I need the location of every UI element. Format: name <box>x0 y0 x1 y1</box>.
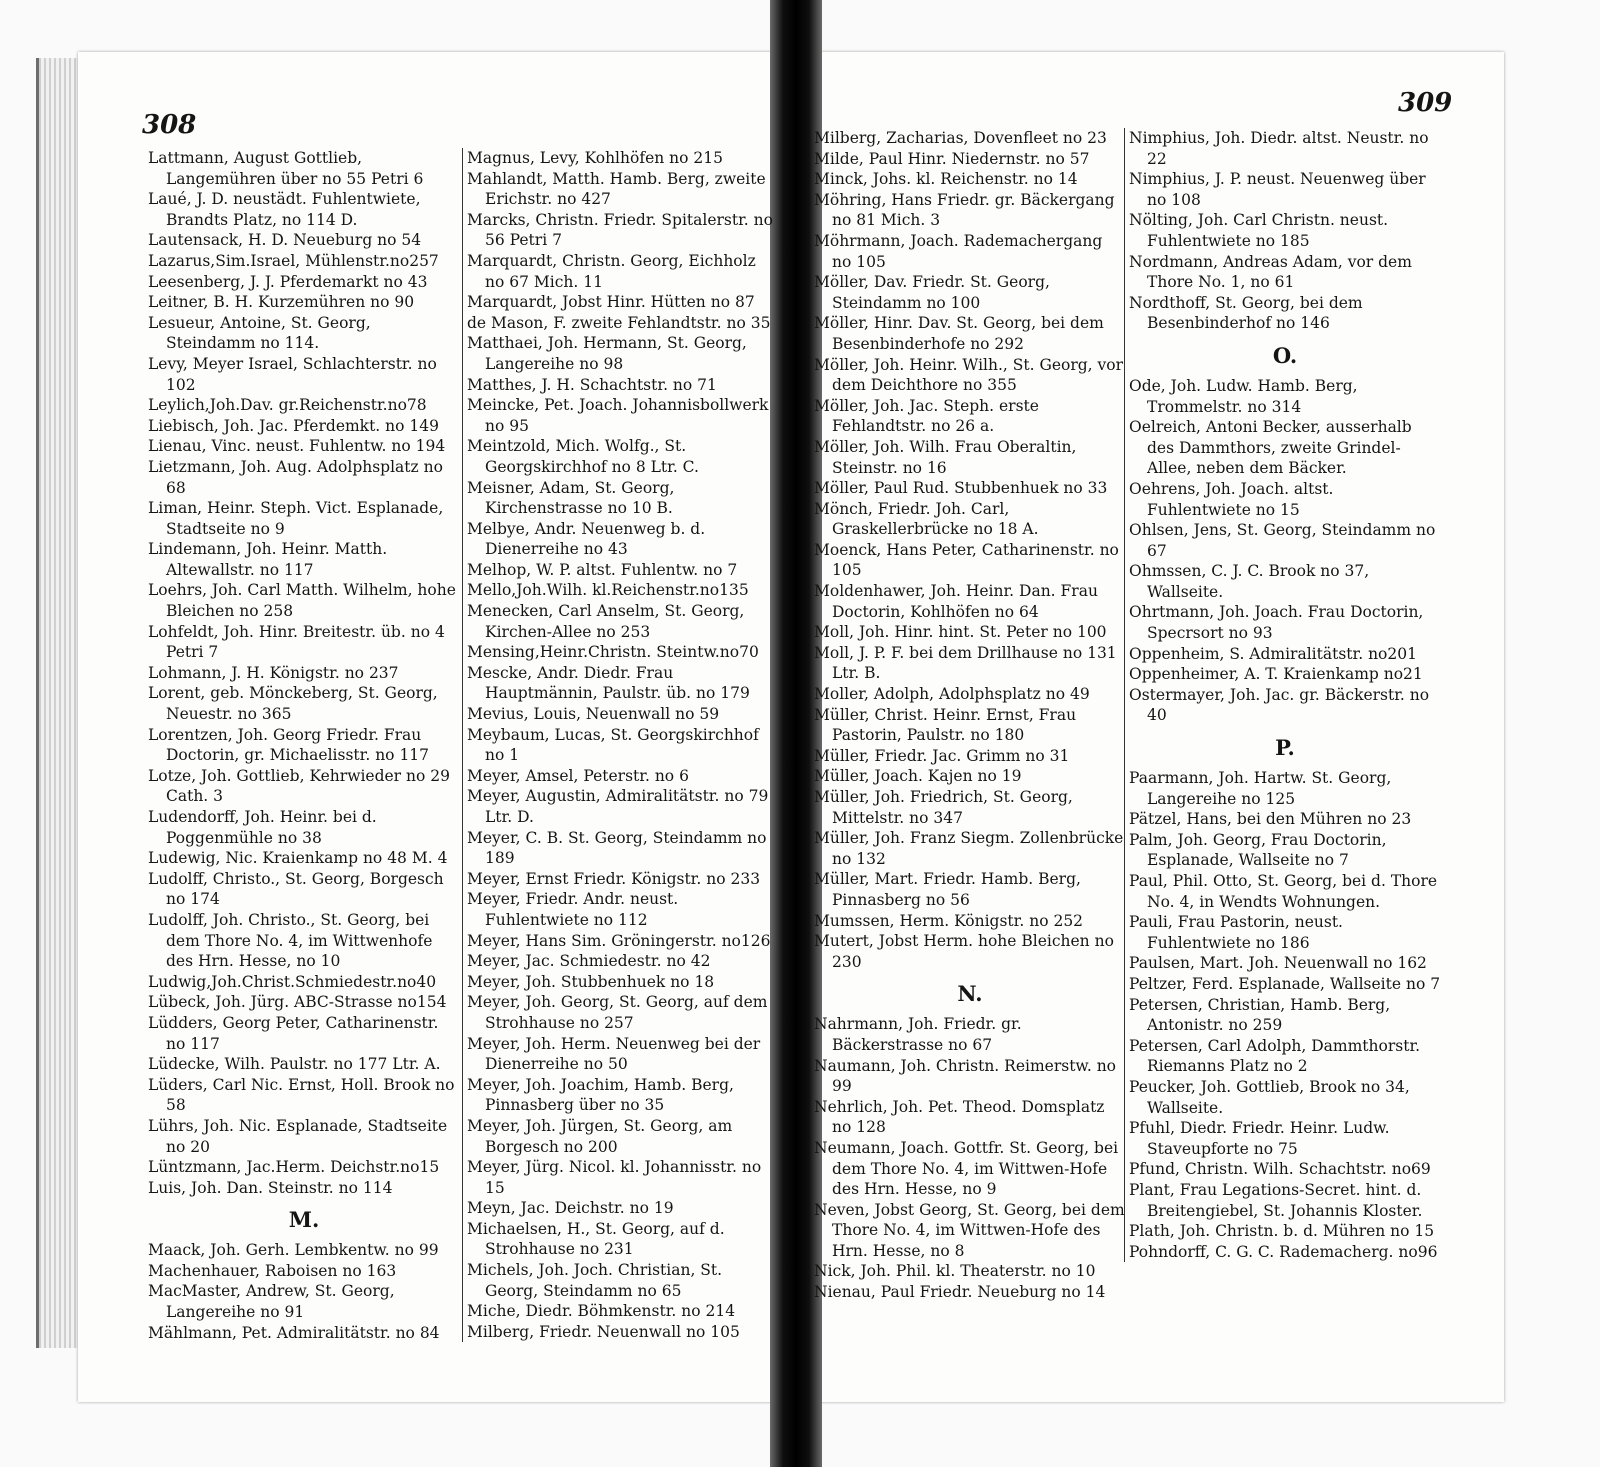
directory-entry: Magnus, Levy, Kohlhöfen no 215 <box>467 149 723 167</box>
directory-entry: Mählmann, Pet. Admiralitätstr. no 84 <box>148 1323 440 1342</box>
directory-entry: Liebisch, Joh. Jac. Pferdemkt. no 149 <box>148 416 439 435</box>
directory-entry: Lührs, Joh. Nic. Esplanade, Stadtseite no 20 <box>148 1116 448 1156</box>
directory-entry: Lietzmann, Joh. Aug. Adolphsplatz no 68 <box>148 457 443 497</box>
directory-entry: Moll, Joh. Hinr. hint. St. Peter no 100 <box>814 623 1107 642</box>
directory-entry: Pfund, Christn. Wilh. Schachtstr. no69 <box>1129 1160 1431 1179</box>
directory-entry: Meisner, Adam, St. Georg, Kirchenstrasse no 10 B. <box>467 478 675 518</box>
directory-entry: Petersen, Christian, Hamb. Berg, Antonistr. no 259 <box>1129 995 1391 1035</box>
directory-entry: Meyer, Joh. Stubbenhuek no 18 <box>467 972 715 991</box>
directory-entry: Lorent, geb. Mönckeberg, St. Georg, Neuestr. no 365 <box>148 684 438 724</box>
directory-entry: Müller, Christ. Heinr. Ernst, Frau Pastorin, Paulstr. no 180 <box>814 705 1077 745</box>
directory-entry: Ludendorff, Joh. Heinr. bei d. Poggenmühle no 38 <box>148 808 377 847</box>
directory-entry: Möller, Hinr. Dav. St. Georg, bei dem Besenbinderhofe no 292 <box>814 314 1104 353</box>
directory-entry: Michels, Joh. Joch. Christian, St. Georg, Steindamm no 65 <box>467 1261 723 1300</box>
directory-entry: Pätzel, Hans, bei den Mühren no 23 <box>1129 810 1412 829</box>
directory-entry: Mevius, Louis, Neuenwall no 59 <box>467 705 720 724</box>
directory-entry: Naumann, Joh. Christn. Reimerstw. no 99 <box>814 1056 1117 1096</box>
directory-entry: Ode, Joh. Ludw. Hamb. Berg, Trommelstr. no 314 <box>1129 376 1358 416</box>
directory-entry: Nölting, Joh. Carl Christn. neust. Fuhlentwiete no 185 <box>1129 211 1389 250</box>
directory-entry: Plant, Frau Legations-Secret. hint. d. Breitengiebel, St. Johannis Kloster. <box>1129 1180 1423 1220</box>
directory-entry: Lübeck, Joh. Jürg. ABC-Strasse no154 <box>148 993 447 1012</box>
directory-entry: Petersen, Carl Adolph, Dammthorstr. Riemanns Platz no 2 <box>1129 1036 1421 1076</box>
directory-entry: Ostermayer, Joh. Jac. gr. Bäckerstr. no 40 <box>1129 685 1430 725</box>
directory-entry: Lüntzmann, Jac.Herm. Deichstr.no15 <box>148 1158 440 1177</box>
directory-entry: Müller, Joh. Friedrich, St. Georg, Mittelstr. no 347 <box>814 788 1073 827</box>
directory-entry: Meyer, Joh. Joachim, Hamb. Berg, Pinnasberg über no 35 <box>467 1075 734 1115</box>
directory-entry: Meyer, Jac. Schmiedestr. no 42 <box>467 952 711 971</box>
directory-entry: Ludewig, Nic. Kraienkamp no 48 M. 4 <box>148 849 448 868</box>
directory-entry: Milberg, Friedr. Neuenwall no 105 <box>467 1322 740 1341</box>
directory-entry: Mescke, Andr. Diedr. Frau Hauptmännin, Paulstr. üb. no 179 <box>467 663 750 703</box>
page-number-left: 308 <box>142 110 197 140</box>
directory-entry: Müller, Mart. Friedr. Hamb. Berg, Pinnasberg no 56 <box>814 870 1081 909</box>
directory-entry: Maack, Joh. Gerh. Lembkentw. no 99 <box>148 1241 439 1260</box>
directory-entry: Paarmann, Joh. Hartw. St. Georg, Langereihe no 125 <box>1129 769 1392 808</box>
directory-entry: Möller, Joh. Wilh. Frau Oberaltin, Steinstr. no 16 <box>814 437 1077 477</box>
directory-entry: Levy, Meyer Israel, Schlachterstr. no 102 <box>148 354 437 394</box>
directory-entry: Mumssen, Herm. Königstr. no 252 <box>814 911 1084 930</box>
directory-entry: Peucker, Joh. Gottlieb, Brook no 34, Wallseite. <box>1129 1077 1410 1117</box>
directory-entry: Möller, Paul Rud. Stubbenhuek no 33 <box>814 479 1108 498</box>
directory-entry: Moller, Adolph, Adolphsplatz no 49 <box>814 685 1090 704</box>
directory-entry: Ludolff, Christo., St. Georg, Borgesch no 174 <box>148 869 444 909</box>
directory-entry: Oelreich, Antoni Becker, ausserhalb des Dammthors, zweite Grindel-Allee, neben dem Bäcker. <box>1129 418 1412 478</box>
directory-entry: Nimphius, Joh. Diedr. altst. Neustr. no 22 <box>1129 129 1429 168</box>
directory-entry: Matthaei, Joh. Hermann, St. Georg, Langereihe no 98 <box>467 334 747 373</box>
directory-entry: Pohndorff, C. G. C. Rademacherg. no96 <box>1129 1242 1438 1261</box>
directory-entry: Oppenheimer, A. T. Kraienkamp no21 <box>1129 665 1423 684</box>
directory-entry: Melhop, W. P. altst. Fuhlentw. no 7 <box>467 560 738 579</box>
directory-entry: Peltzer, Ferd. Esplanade, Wallseite no 7 <box>1129 974 1441 993</box>
directory-entry: Lorentzen, Joh. Georg Friedr. Frau Doctorin, gr. Michaelisstr. no 117 <box>148 725 430 765</box>
directory-entry: Meyer, Jürg. Nicol. kl. Johannisstr. no 15 <box>467 1158 762 1197</box>
directory-entry: Marquardt, Christn. Georg, Eichholz no 67 Mich. 11 <box>467 251 756 291</box>
section-letter: M. <box>288 1207 320 1233</box>
page-number-right: 309 <box>1398 88 1453 118</box>
directory-entry: Palm, Joh. Georg, Frau Doctorin, Esplanade, Wallseite no 7 <box>1129 830 1387 870</box>
directory-entry: Lienau, Vinc. neust. Fuhlentw. no 194 <box>148 437 446 456</box>
directory-entry: Nehrlich, Joh. Pet. Theod. Domsplatz no 128 <box>814 1097 1105 1137</box>
directory-entry: Möller, Joh. Heinr. Wilh., St. Georg, vor dem Deichthore no 355 <box>814 355 1124 395</box>
directory-entry: Matthes, J. H. Schachtstr. no 71 <box>467 375 717 394</box>
directory-entry: Mensing,Heinr.Christn. Steintw.no70 <box>467 643 759 662</box>
directory-entry: Lesueur, Antoine, St. Georg, Steindamm no 114. <box>148 313 371 353</box>
directory-entry: Moenck, Hans Peter, Catharinenstr. no 105 <box>814 540 1119 580</box>
directory-entry: Ludolff, Joh. Christo., St. Georg, bei dem Thore No. 4, im Wittwenhofe des Hrn. Hesse, no 10 <box>148 910 433 971</box>
directory-entry: Meyer, Hans Sim. Gröningerstr. no126 <box>467 931 771 950</box>
directory-entry: Mönch, Friedr. Joh. Carl, Graskellerbrücke no 18 A. <box>814 499 1039 539</box>
directory-column-1 <box>148 148 460 1343</box>
directory-entry: Nick, Joh. Phil. kl. Theaterstr. no 10 <box>814 1262 1096 1281</box>
directory-entry: Lotze, Joh. Gottlieb, Kehrwieder no 29 Cath. 3 <box>148 766 450 806</box>
section-letter: N. <box>957 981 983 1007</box>
directory-entry: Lohmann, J. H. Königstr. no 237 <box>148 663 399 682</box>
directory-entry: Paulsen, Mart. Joh. Neuenwall no 162 <box>1129 954 1427 973</box>
directory-entry: Müller, Joach. Kajen no 19 <box>814 767 1022 786</box>
directory-entry: Meyer, Friedr. Andr. neust. Fuhlentwiete no 112 <box>467 890 679 929</box>
directory-entry: Meyer, Joh. Georg, St. Georg, auf dem Strohhause no 257 <box>467 993 768 1032</box>
directory-entry: Möller, Joh. Jac. Steph. erste Fehlandtstr. no 26 a. <box>814 396 1039 436</box>
directory-entry: Lüdders, Georg Peter, Catharinenstr. no 117 <box>148 1013 439 1053</box>
directory-entry: Melbye, Andr. Neuenweg b. d. Dienerreihe no 43 <box>467 519 706 559</box>
directory-entry: Leesenberg, J. J. Pferdemarkt no 43 <box>148 272 428 291</box>
directory-entry: Ohrtmann, Joh. Joach. Frau Doctorin, Specrsort no 93 <box>1129 603 1424 643</box>
directory-entry: Machenhauer, Raboisen no 163 <box>148 1261 397 1280</box>
directory-entry: Meyer, Joh. Herm. Neuenweg bei der Dienerreihe no 50 <box>467 1034 761 1074</box>
directory-entry: Leitner, B. H. Kurzemühren no 90 <box>148 293 415 312</box>
directory-entry: Leylich,Joh.Dav. gr.Reichenstr.no78 <box>148 396 427 415</box>
section-letter: O. <box>1272 342 1298 368</box>
directory-entry: Müller, Joh. Franz Siegm. Zollenbrücke no 132 <box>814 829 1124 868</box>
section-letter: P. <box>1275 735 1295 761</box>
directory-entry: Marquardt, Jobst Hinr. Hütten no 87 <box>467 293 755 312</box>
directory-entry: Miche, Diedr. Böhmkenstr. no 214 <box>467 1302 736 1321</box>
directory-entry: Minck, Johs. kl. Reichenstr. no 14 <box>814 170 1078 189</box>
directory-entry: Nienau, Paul Friedr. Neueburg no 14 <box>814 1283 1106 1302</box>
directory-entry: Meyer, Amsel, Peterstr. no 6 <box>467 766 689 785</box>
directory-entry: Meyer, Augustin, Admiralitätstr. no 79 Ltr. D. <box>467 787 769 826</box>
directory-entry: Lindemann, Joh. Heinr. Matth. Altewallstr. no 117 <box>148 540 388 579</box>
directory-entry: Lautensack, H. D. Neueburg no 54 <box>148 231 422 250</box>
directory-entry: Lattmann, August Gottlieb, Langemühren über no 55 Petri 6 <box>148 149 424 188</box>
directory-entry: Oehrens, Joh. Joach. altst. Fuhlentwiete no 15 <box>1129 479 1334 519</box>
directory-entry: Meintzold, Mich. Wolfg., St. Georgskirchhof no 8 Ltr. C. <box>467 437 699 476</box>
directory-column-3 <box>814 128 1126 1303</box>
directory-entry: Nordthoff, St. Georg, bei dem Besenbinderhof no 146 <box>1129 293 1363 333</box>
directory-entry: Oppenheim, S. Admiralitätstr. no201 <box>1129 644 1417 663</box>
directory-entry: Milberg, Zacharias, Dovenfleet no 23 <box>814 129 1107 147</box>
directory-column-4 <box>1124 128 1441 1262</box>
directory-entry: Nordmann, Andreas Adam, vor dem Thore No. 1, no 61 <box>1129 252 1412 292</box>
directory-entry: Lüdecke, Wilh. Paulstr. no 177 Ltr. A. <box>148 1055 441 1074</box>
directory-entry: Paul, Phil. Otto, St. Georg, bei d. Thore No. 4, in Wendts Wohnungen. <box>1129 872 1438 911</box>
directory-entry: Milde, Paul Hinr. Niedernstr. no 57 <box>814 149 1090 168</box>
directory-entry: Möller, Dav. Friedr. St. Georg, Steindamm no 100 <box>814 273 1050 312</box>
directory-entry: Plath, Joh. Christn. b. d. Mühren no 15 <box>1129 1222 1435 1241</box>
directory-entry: Lüders, Carl Nic. Ernst, Holl. Brook no 58 <box>148 1075 455 1115</box>
directory-entry: Menecken, Carl Anselm, St. Georg, Kirchen-Allee no 253 <box>467 602 745 641</box>
directory-entry: Müller, Friedr. Jac. Grimm no 31 <box>814 746 1070 765</box>
directory-entry: Ohmssen, C. J. C. Brook no 37, Wallseite. <box>1129 562 1370 601</box>
directory-entry: Lohfeldt, Joh. Hinr. Breitestr. üb. no 4 Petri 7 <box>148 622 445 662</box>
directory-entry: Michaelsen, H., St. Georg, auf d. Strohhause no 231 <box>467 1219 725 1259</box>
directory-entry: Laué, J. D. neustädt. Fuhlentwiete, Brandts Platz, no 114 D. <box>148 190 421 229</box>
directory-entry: Mello,Joh.Wilh. kl.Reichenstr.no135 <box>467 581 749 600</box>
directory-entry: Marcks, Christn. Friedr. Spitalerstr. no 56 Petri 7 <box>467 210 773 250</box>
directory-entry: Ohlsen, Jens, St. Georg, Steindamm no 67 <box>1129 521 1436 560</box>
directory-entry: Neumann, Joach. Gottfr. St. Georg, bei dem Thore No. 4, im Wittwen-Hofe des Hrn. Hesse, no 9 <box>814 1138 1119 1199</box>
directory-entry: Pauli, Frau Pastorin, neust. Fuhlentwiete no 186 <box>1129 913 1343 952</box>
directory-entry: Meyer, Joh. Jürgen, St. Georg, am Borgesch no 200 <box>467 1116 733 1156</box>
directory-entry: Möhrmann, Joach. Rademachergang no 105 <box>814 231 1103 271</box>
directory-entry: Meyn, Jac. Deichstr. no 19 <box>467 1199 674 1218</box>
directory-entry: Lazarus,Sim.Israel, Mühlenstr.no257 <box>148 251 439 270</box>
directory-entry: Nahrmann, Joh. Friedr. gr. Bäckerstrasse no 67 <box>814 1015 1022 1054</box>
directory-entry: de Mason, F. zweite Fehlandtstr. no 35 <box>467 313 771 332</box>
directory-entry: Meyer, C. B. St. Georg, Steindamm no 189 <box>467 828 767 868</box>
directory-entry: Moll, J. P. F. bei dem Drillhause no 131 Ltr. B. <box>814 643 1117 683</box>
directory-entry: Luis, Joh. Dan. Steinstr. no 114 <box>148 1178 393 1197</box>
directory-entry: Neven, Jobst Georg, St. Georg, bei dem Thore No. 4, im Wittwen-Hofe des Hrn. Hesse, no 8 <box>814 1200 1125 1260</box>
directory-entry: Ludwig,Joh.Christ.Schmiedestr.no40 <box>148 972 437 991</box>
directory-entry: Loehrs, Joh. Carl Matth. Wilhelm, hohe Bleichen no 258 <box>148 581 456 621</box>
directory-entry: Meyer, Ernst Friedr. Königstr. no 233 <box>467 869 761 888</box>
directory-entry: Moldenhawer, Joh. Heinr. Dan. Frau Doctorin, Kohlhöfen no 64 <box>814 582 1098 621</box>
directory-entry: Liman, Heinr. Steph. Vict. Esplanade, Stadtseite no 9 <box>148 499 444 538</box>
directory-entry: Meybaum, Lucas, St. Georgskirchhof no 1 <box>467 725 759 765</box>
directory-entry: Meincke, Pet. Joach. Johannisbollwerk no 95 <box>467 396 769 435</box>
directory-entry: Mahlandt, Matth. Hamb. Berg, zweite Erichstr. no 427 <box>467 169 766 209</box>
directory-entry: Pfuhl, Diedr. Friedr. Heinr. Ludw. Staveupforte no 75 <box>1129 1119 1390 1158</box>
directory-entry: Möhring, Hans Friedr. gr. Bäckergang no 81 Mich. 3 <box>814 190 1115 230</box>
directory-entry: MacMaster, Andrew, St. Georg, Langereihe no 91 <box>148 1282 395 1322</box>
directory-entry: Mutert, Jobst Herm. hohe Bleichen no 230 <box>814 932 1114 971</box>
directory-column-2 <box>462 148 779 1342</box>
directory-entry: Nimphius, J. P. neust. Neuenweg über no 108 <box>1129 170 1426 209</box>
